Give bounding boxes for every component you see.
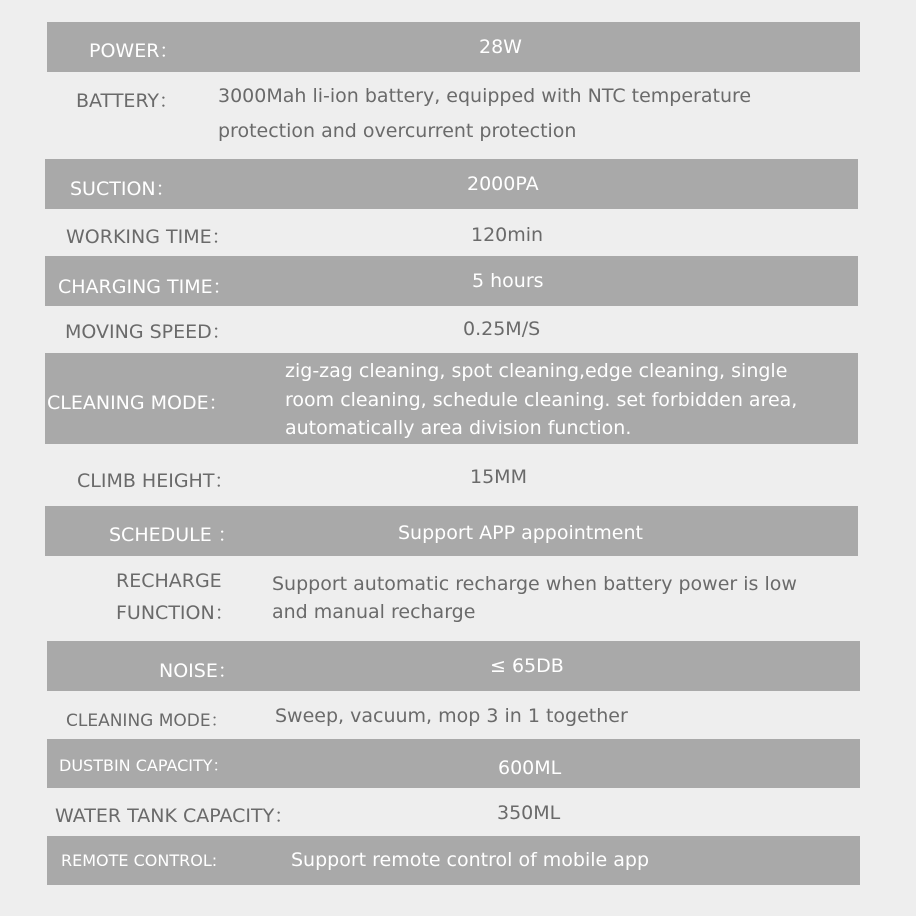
spec-value: 350ML [497,802,561,824]
spec-row-climb-height [45,452,858,502]
spec-row-water-tank-capacity [47,792,860,832]
spec-value: Support remote control of mobile app [291,849,650,871]
spec-label: POWER： [89,40,179,62]
spec-row-cleaning-mode-2 [47,696,860,736]
spec-row-noise [47,641,860,691]
spec-value-line-1: 3000Mah li-ion battery, equipped with NTC temperature [218,85,752,107]
spec-row-recharge-function [45,563,858,635]
spec-value: 120min [471,224,544,246]
spec-label: CLEANING MODE： [66,711,228,731]
spec-row-charging-time [45,256,858,306]
spec-value: 2000PA [467,173,539,195]
spec-label: SCHEDULE ： [109,524,237,546]
spec-value-line-2: protection and overcurrent protection [218,120,577,142]
spec-row-battery [47,78,860,152]
spec-value: 15MM [470,466,527,488]
spec-value: Support APP appointment [398,522,643,544]
spec-label: DUSTBIN CAPACITY： [59,756,229,775]
spec-row-power [47,22,860,72]
spec-value-line-1: zig-zag cleaning, spot cleaning,edge cleaning, single [285,360,788,382]
spec-label-line-2: FUNCTION： [116,602,234,624]
spec-label: CLIMB HEIGHT： [77,470,234,492]
spec-label: SUCTION： [70,178,175,200]
spec-label: NOISE： [159,660,237,682]
spec-row-moving-speed [45,310,858,348]
spec-value: Sweep, vacuum, mop 3 in 1 together [275,705,628,727]
spec-row-dustbin-capacity [47,739,860,788]
spec-value: 600ML [498,757,562,779]
spec-label: REMOTE CONTROL: [61,851,218,870]
spec-label: BATTERY： [76,90,179,112]
spec-value: 5 hours [472,270,544,292]
spec-value-line-1: Support automatic recharge when battery power is low [272,573,797,595]
spec-row-suction [45,159,858,209]
spec-value-line-3: automatically area division function. [285,417,632,439]
spec-value-line-2: room cleaning, schedule cleaning. set forbidden area, [285,389,798,411]
spec-row-working-time [45,213,858,253]
spec-value: 28W [479,36,522,58]
spec-value-line-2: and manual recharge [272,601,476,623]
spec-row-schedule [45,506,858,556]
spec-label-line-1: RECHARGE [116,570,222,592]
spec-label: WATER TANK CAPACITY： [55,805,294,827]
spec-row-remote-control [47,836,860,885]
spec-label: WORKING TIME： [66,226,231,248]
spec-row-cleaning-mode [45,353,858,444]
spec-value: ≤ 65DB [490,655,564,677]
spec-value: 0.25M/S [463,318,541,340]
spec-label: MOVING SPEED： [65,321,231,343]
spec-label: CLEANING MODE： [47,392,228,414]
spec-label: CHARGING TIME： [58,276,232,298]
